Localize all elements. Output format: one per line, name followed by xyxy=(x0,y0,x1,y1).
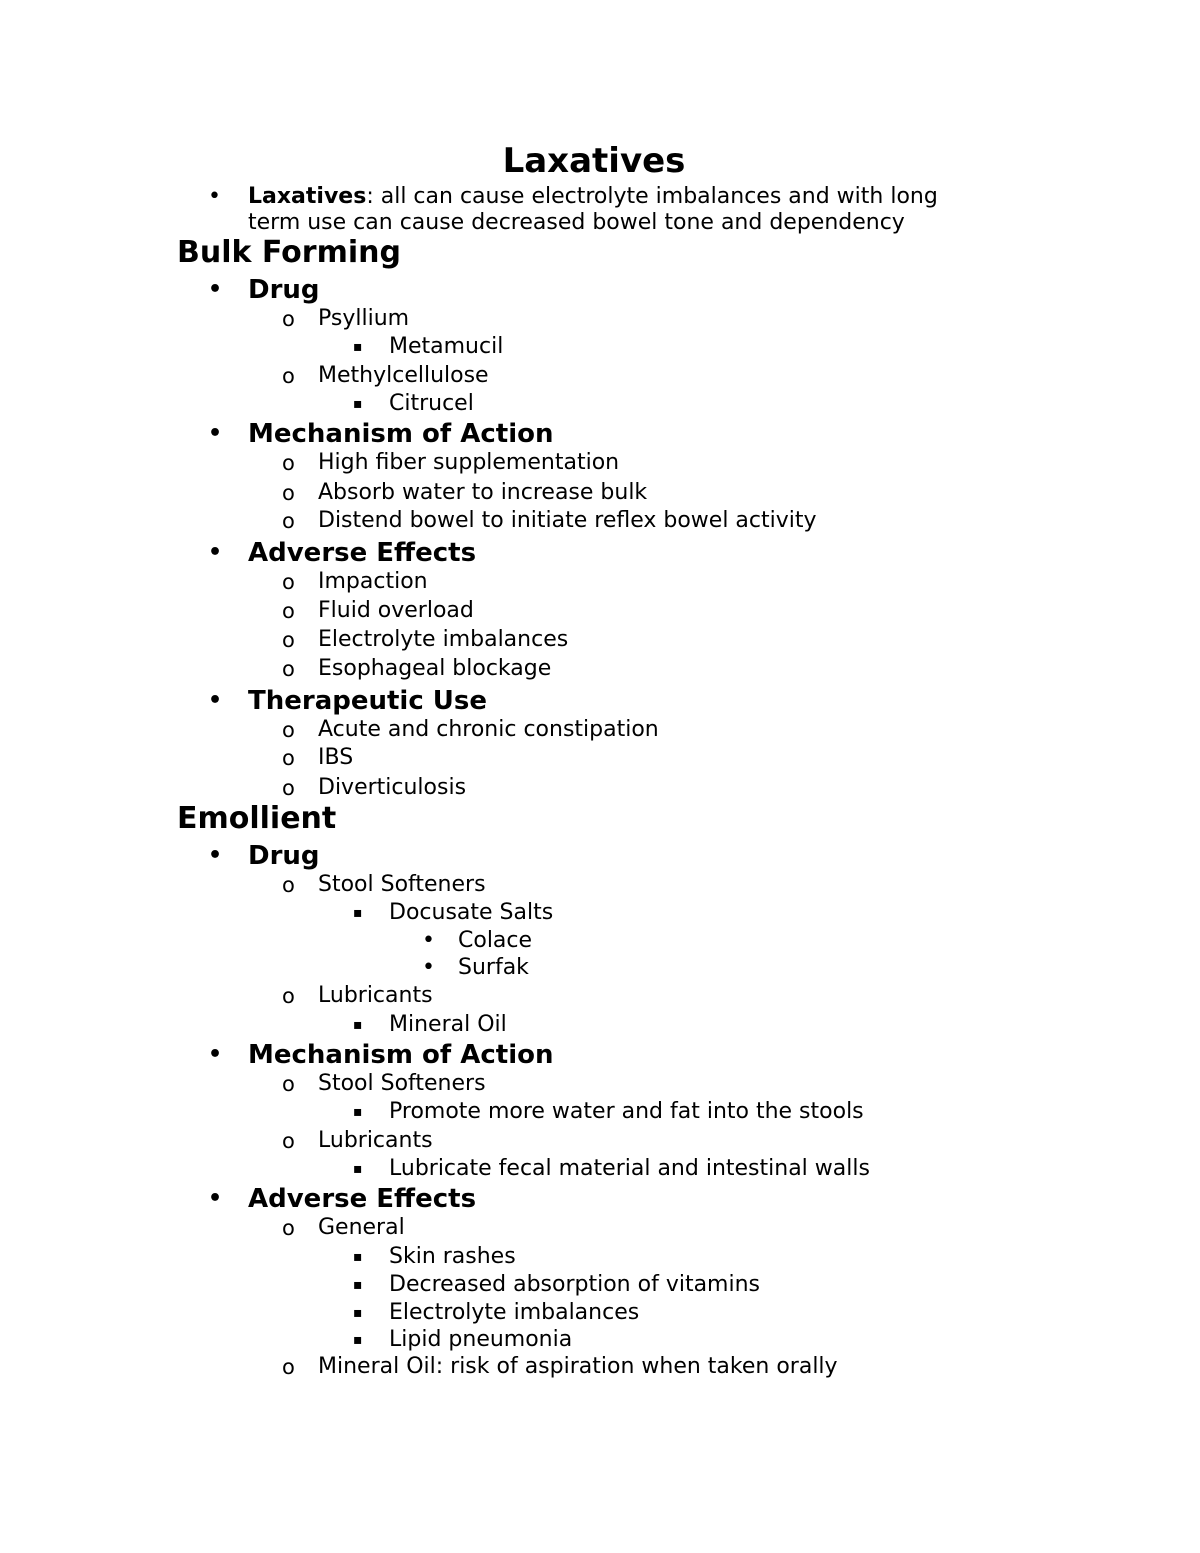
bullet-marker: o xyxy=(282,599,295,623)
bullet-marker: ▪ xyxy=(353,1161,363,1177)
bullet-marker: o xyxy=(282,364,295,388)
bullet-marker: o xyxy=(282,657,295,681)
bullet-marker: o xyxy=(282,1355,295,1379)
bullet-marker: ▪ xyxy=(353,1277,363,1293)
bullet-marker: • xyxy=(208,1042,223,1067)
bullet-marker: • xyxy=(208,843,223,868)
bullet-marker: • xyxy=(422,928,435,953)
bullet-marker: • xyxy=(208,540,223,565)
bullet-marker: o xyxy=(282,628,295,652)
intro-label: Laxatives xyxy=(248,184,367,209)
bullet-marker: • xyxy=(422,955,435,980)
bullet-marker: • xyxy=(208,421,223,446)
intro-text-line2: term use can cause decreased bowel tone and dependency xyxy=(248,210,905,235)
bullet-marker: o xyxy=(282,509,295,533)
bullet-marker: o xyxy=(282,481,295,505)
bullet-marker: o xyxy=(282,746,295,770)
bullet-marker: o xyxy=(282,307,295,331)
bullet-marker: ▪ xyxy=(353,396,363,412)
bullet-marker: • xyxy=(208,277,223,302)
bullet-marker: ▪ xyxy=(353,905,363,921)
bullet-marker: o xyxy=(282,873,295,897)
bullet-marker: o xyxy=(282,718,295,742)
bullet-marker: ▪ xyxy=(353,1249,363,1265)
bullet-marker: ▪ xyxy=(353,1305,363,1321)
intro-text-line1: : all can cause electrolyte imbalances and with long xyxy=(366,184,938,209)
bullet-marker: o xyxy=(282,1072,295,1096)
bullet-marker: ▪ xyxy=(353,1332,363,1348)
intro-text xyxy=(248,183,938,211)
bullet-marker: ▪ xyxy=(353,1017,363,1033)
bullet-marker: o xyxy=(282,570,295,594)
document-page: Laxatives • Laxatives: all can cause electrolyte imbalances and with long term use can cause decreased bowel tone and dependency Bulk Forming • Drug o Psyllium ▪ Metamucil o Methylcellulose ▪ Citrucel • Mechanism of Action o High fiber supplementation o Absorb water to increase bulk o Distend bowel to initiate reflex bowel activity • Adverse Effects o Impaction o Fluid overload o Electrolyte imbalances o Esophageal blockage • Therapeutic Use o Acute and chronic constipation o IBS o Diverticulosis Emollient • Drug o Stool Softeners ▪ Docusate Salts • Colace • Surfak o Lubricants ▪ Mineral Oil • Mechanism of Action o Stool Softeners ▪ Promote more water and fat into the stools o Lubricants ▪ Lubricate fecal material and intestinal walls • Adverse Effects o General ▪ Skin rashes ▪ Decreased absorption of vitamins ▪ Electrolyte imbalances ▪ Lipid pneumonia o Mineral Oil: risk of aspiration when taken orally xyxy=(0,0,1200,1553)
bullet-marker: ▪ xyxy=(353,339,363,355)
bullet-marker: • xyxy=(208,1186,223,1211)
bullet-marker: • xyxy=(208,184,221,209)
bullet-marker: o xyxy=(282,1216,295,1240)
bullet-marker: o xyxy=(282,776,295,800)
bullet-marker: • xyxy=(208,688,223,713)
bullet-marker: o xyxy=(282,1129,295,1153)
bullet-marker: o xyxy=(282,451,295,475)
bullet-marker: o xyxy=(282,984,295,1008)
bullet-marker: ▪ xyxy=(353,1104,363,1120)
page-title: Laxatives xyxy=(502,141,686,181)
